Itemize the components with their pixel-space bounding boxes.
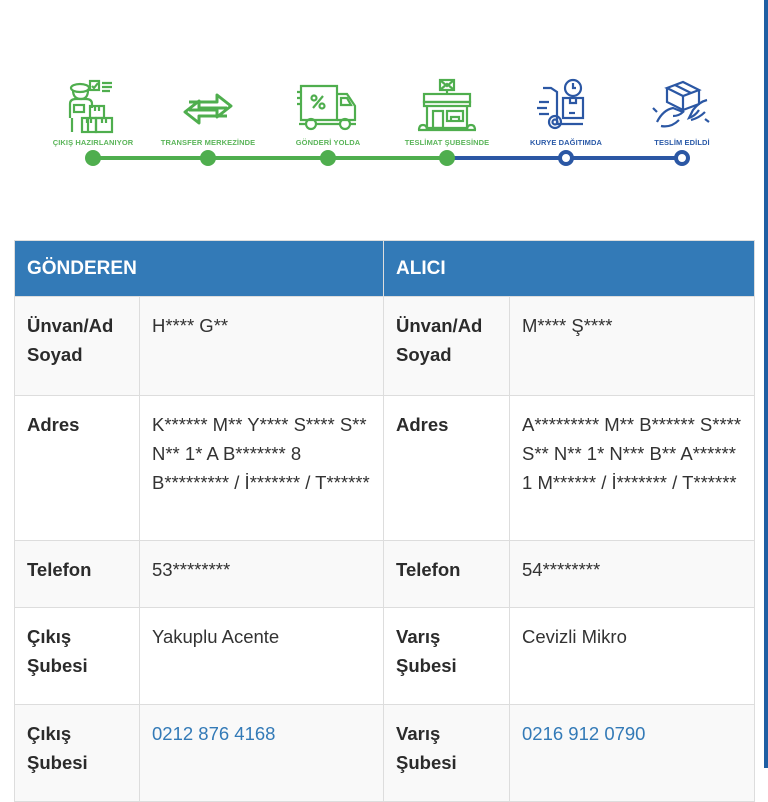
sender-address-value: K****** M** Y**** S**** S** N** 1* A B******* 8 B********* / İ******* / T******	[140, 396, 384, 541]
hand-truck-clock-icon	[533, 78, 599, 134]
progress-line-completed	[93, 156, 447, 160]
step-dot-pending	[558, 150, 574, 166]
step-label: KURYE DAĞITIMDA	[529, 138, 603, 147]
sender-address-label: Adres	[15, 396, 140, 541]
sender-name-label: Ünvan/Ad Soyad	[15, 297, 140, 396]
step-dot-completed	[85, 150, 101, 166]
origin-branch-phone-label: Çıkış Şubesi	[15, 705, 140, 802]
step-dot-completed	[439, 150, 455, 166]
step-cikis-hazirlaniyor	[28, 78, 158, 147]
courier-packages-icon	[60, 78, 126, 134]
receiver-name-value: M**** Ş****	[510, 297, 755, 396]
step-dot-completed	[200, 150, 216, 166]
shipment-parties-table	[14, 240, 755, 802]
receiver-phone-label: Telefon	[384, 541, 510, 608]
receiver-phone-value: 54********	[510, 541, 755, 608]
step-dot-pending	[674, 150, 690, 166]
hands-package-icon	[649, 78, 715, 134]
origin-branch-value: Yakuplu Acente	[140, 608, 384, 705]
shipment-status-tracker	[0, 0, 768, 200]
table-row-branch	[15, 608, 755, 705]
origin-branch-phone-cell	[140, 705, 384, 802]
destination-branch-phone-link[interactable]: 0216 912 0790	[522, 723, 646, 744]
transfer-arrows-icon	[175, 78, 241, 134]
step-transfer-merkezinde	[143, 78, 273, 147]
sender-header: GÖNDEREN	[15, 241, 384, 297]
sender-name-value: H**** G**	[140, 297, 384, 396]
step-label: GÖNDERİ YOLDA	[295, 138, 361, 147]
destination-branch-phone-label: Varış Şubesi	[384, 705, 510, 802]
step-label: TESLİM EDİLDİ	[654, 138, 710, 147]
table-row-phone	[15, 541, 755, 608]
step-label: ÇIKIŞ HAZIRLANIYOR	[52, 138, 134, 147]
receiver-header: ALICI	[384, 241, 755, 297]
destination-branch-value: Cevizli Mikro	[510, 608, 755, 705]
destination-branch-label: Varış Şubesi	[384, 608, 510, 705]
origin-branch-phone-link[interactable]: 0212 876 4168	[152, 723, 276, 744]
step-kurye-dagitimda	[501, 78, 631, 147]
destination-branch-phone-cell	[510, 705, 755, 802]
table-row-address	[15, 396, 755, 541]
receiver-address-label: Adres	[384, 396, 510, 541]
sender-phone-value: 53********	[140, 541, 384, 608]
step-teslim-edildi	[617, 78, 747, 147]
table-row-branch-phone	[15, 705, 755, 802]
step-gonderi-yolda	[263, 78, 393, 147]
step-label: TRANSFER MERKEZİNDE	[160, 138, 256, 147]
step-label: TESLİMAT ŞUBESİNDE	[404, 138, 490, 147]
origin-branch-label: Çıkış Şubesi	[15, 608, 140, 705]
receiver-name-label: Ünvan/Ad Soyad	[384, 297, 510, 396]
delivery-truck-icon	[295, 78, 361, 134]
step-teslimat-subesinde	[382, 78, 512, 147]
step-dot-completed	[320, 150, 336, 166]
table-row-name	[15, 297, 755, 396]
branch-store-icon	[414, 78, 480, 134]
sender-phone-label: Telefon	[15, 541, 140, 608]
receiver-address-value: A********* M** B****** S**** S** N** 1* N*** B** A****** 1 M****** / İ******* / T******	[510, 396, 755, 541]
